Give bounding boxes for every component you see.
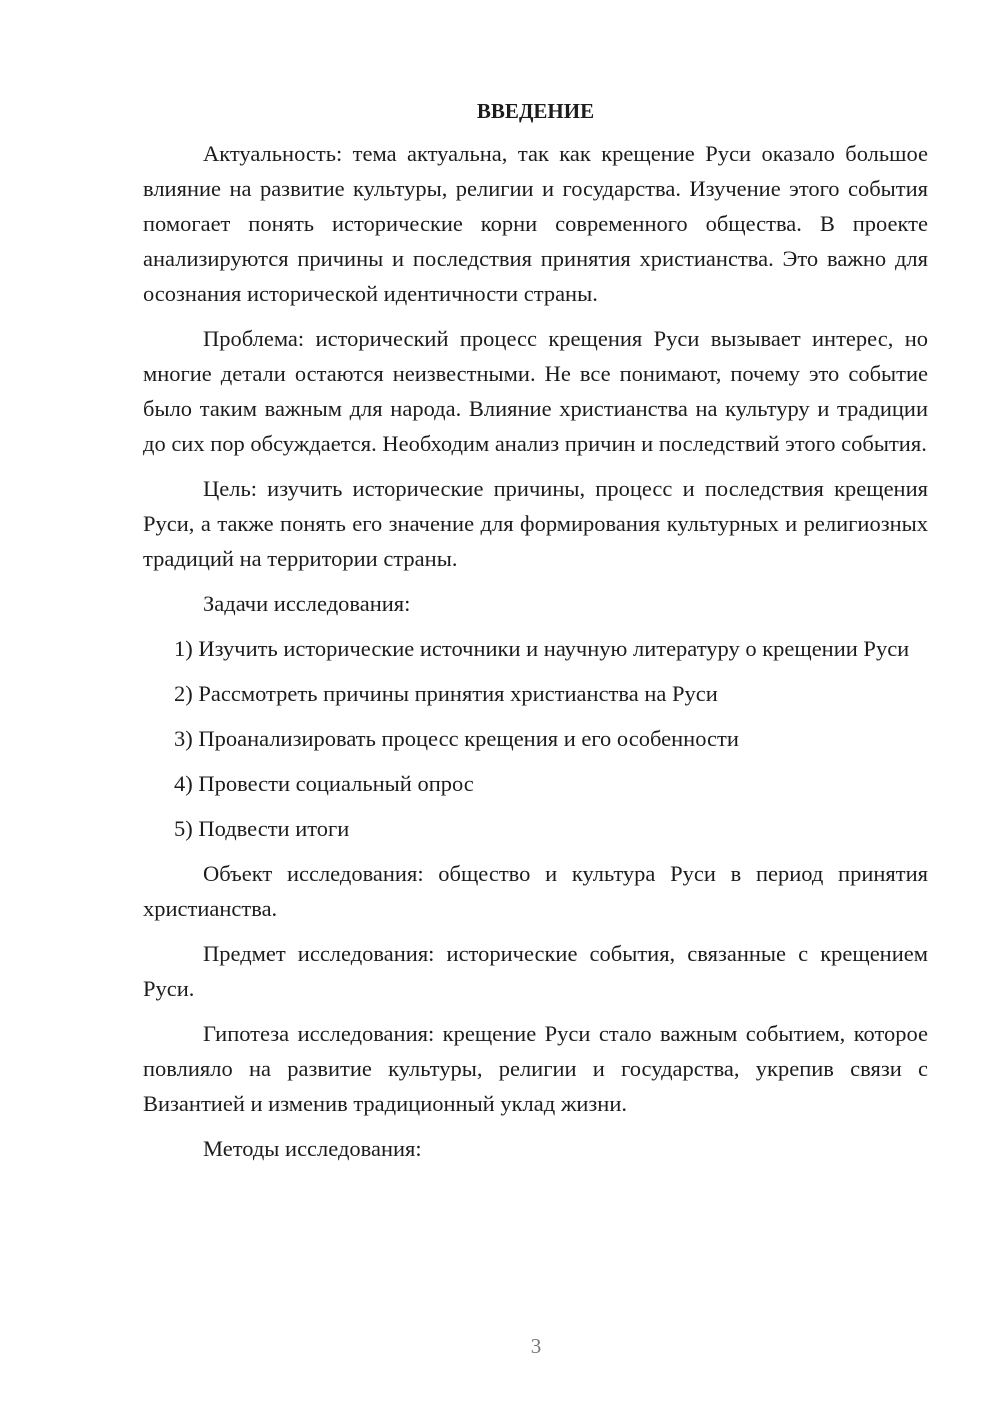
list-item: 3) Проанализировать процесс крещения и его особенности	[174, 726, 739, 751]
paragraph-hypothesis: Гипотеза исследования: крещение Руси стало важным событием, которое повлияло на развитие культуры, религии и государства, укрепив связи с Византией и изменив традиционный уклад жизни.	[143, 1021, 928, 1116]
paragraph-methods: Методы исследования:	[203, 1136, 422, 1161]
list-item: 2) Рассмотреть причины принятия христианства на Руси	[174, 681, 718, 706]
list-item: 1) Изучить исторические источники и научную литературу о крещении Руси	[174, 636, 910, 661]
paragraph-problem: Проблема: исторический процесс крещения Руси вызывает интерес, но многие детали остаются неизвестными. Не все понимают, почему это событие было таким важным для народа. Влияние христианства на культуру и традиции до сих пор обсуждается. Необходим анализ причин и последствий этого события.	[143, 326, 928, 456]
paragraph-goal: Цель: изучить исторические причины, процесс и последствия крещения Руси, а также понять его значение для формирования культурных и религиозных традиций на территории страны.	[143, 476, 928, 571]
paragraph-relevance: Актуальность: тема актуальна, так как крещение Руси оказало большое влияние на развитие культуры, религии и государства. Изучение этого события помогает понять исторические корни современного общества. В проекте анализируются причины и последствия принятия христианства. Это важно для осознания исторической идентичности страны.	[143, 141, 928, 306]
document-body	[143, 96, 928, 1176]
tasks-list	[143, 631, 928, 846]
page-number: 3	[530, 1334, 542, 1358]
section-heading: ВВЕДЕНИЕ	[476, 99, 595, 123]
paragraph-subject: Предмет исследования: исторические события, связанные с крещением Руси.	[143, 941, 928, 1001]
list-item: 5) Подвести итоги	[174, 816, 350, 841]
paragraph-tasks-heading: Задачи исследования:	[203, 591, 411, 616]
list-item: 4) Провести социальный опрос	[174, 771, 474, 796]
paragraph-object: Объект исследования: общество и культура Руси в период принятия христианства.	[143, 861, 928, 921]
